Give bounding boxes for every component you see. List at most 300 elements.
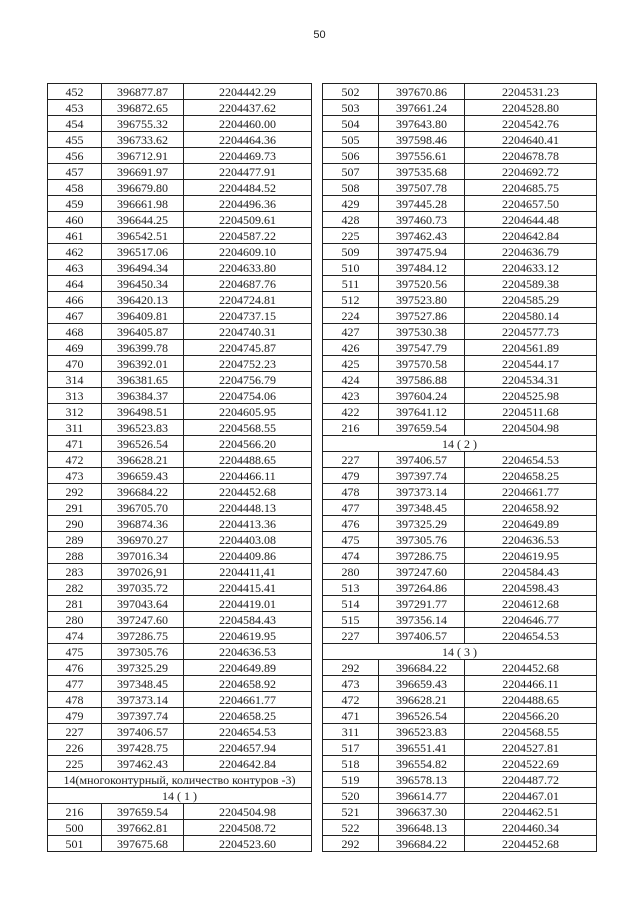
table-row (323, 388, 597, 404)
point-number: 479 (323, 468, 379, 484)
x-coordinate: 397325.29 (102, 660, 184, 676)
x-coordinate: 397406.57 (379, 452, 465, 468)
point-number: 474 (48, 628, 102, 644)
x-coordinate: 397397.74 (102, 708, 184, 724)
x-coordinate: 397247.60 (102, 612, 184, 628)
x-coordinate: 397026,91 (102, 564, 184, 580)
table-row (48, 596, 312, 612)
table-row (48, 484, 312, 500)
table-row (48, 388, 312, 404)
point-number: 505 (323, 132, 379, 148)
y-coordinate: 2204467.01 (465, 788, 597, 804)
table-row (323, 532, 597, 548)
y-coordinate: 2204649.89 (465, 516, 597, 532)
x-coordinate: 397428.75 (102, 740, 184, 756)
point-number: 511 (323, 276, 379, 292)
point-number: 225 (48, 756, 102, 772)
y-coordinate: 2204658.92 (184, 676, 312, 692)
y-coordinate: 2204658.25 (184, 708, 312, 724)
x-coordinate: 396523.83 (102, 420, 184, 436)
y-coordinate: 2204452.68 (465, 660, 597, 676)
y-coordinate: 2204411,41 (184, 564, 312, 580)
x-coordinate: 396733.62 (102, 132, 184, 148)
table-row (48, 692, 312, 708)
table-row (48, 228, 312, 244)
x-coordinate: 397641.12 (379, 404, 465, 420)
point-number: 502 (323, 84, 379, 100)
y-coordinate: 2204636.53 (465, 532, 597, 548)
section-header-row (323, 436, 597, 452)
x-coordinate: 396628.21 (379, 692, 465, 708)
point-number: 506 (323, 148, 379, 164)
y-coordinate: 2204527.81 (465, 740, 597, 756)
y-coordinate: 2204598.43 (465, 580, 597, 596)
point-number: 470 (48, 356, 102, 372)
x-coordinate: 397035.72 (102, 580, 184, 596)
x-coordinate: 397570.58 (379, 356, 465, 372)
point-number: 288 (48, 548, 102, 564)
table-row (48, 820, 312, 836)
y-coordinate: 2204661.77 (465, 484, 597, 500)
y-coordinate: 2204752.23 (184, 356, 312, 372)
point-number: 473 (323, 676, 379, 692)
x-coordinate: 396384.37 (102, 388, 184, 404)
table-row (323, 116, 597, 132)
x-coordinate: 397462.43 (379, 228, 465, 244)
point-number: 478 (48, 692, 102, 708)
y-coordinate: 2204509.61 (184, 212, 312, 228)
y-coordinate: 2204644.48 (465, 212, 597, 228)
table-row (48, 420, 312, 436)
point-number: 423 (323, 388, 379, 404)
y-coordinate: 2204737.15 (184, 308, 312, 324)
x-coordinate: 397662.81 (102, 820, 184, 836)
y-coordinate: 2204636.79 (465, 244, 597, 260)
point-number: 292 (323, 660, 379, 676)
x-coordinate: 397016.34 (102, 548, 184, 564)
section-header-row (48, 788, 312, 804)
y-coordinate: 2204403.08 (184, 532, 312, 548)
x-coordinate: 397675.68 (102, 836, 184, 852)
section-header-row (323, 644, 597, 660)
x-coordinate: 396877.87 (102, 84, 184, 100)
x-coordinate: 397043.64 (102, 596, 184, 612)
table-row (48, 212, 312, 228)
y-coordinate: 2204657.50 (465, 196, 597, 212)
point-number: 475 (48, 644, 102, 660)
x-coordinate: 397348.45 (102, 676, 184, 692)
table-row (323, 452, 597, 468)
point-number: 453 (48, 100, 102, 116)
point-number: 518 (323, 756, 379, 772)
point-number: 476 (48, 660, 102, 676)
y-coordinate: 2204525.98 (465, 388, 597, 404)
y-coordinate: 2204462.51 (465, 804, 597, 820)
point-number: 476 (323, 516, 379, 532)
point-number: 282 (48, 580, 102, 596)
table-row (323, 596, 597, 612)
y-coordinate: 2204568.55 (465, 724, 597, 740)
y-coordinate: 2204724.81 (184, 292, 312, 308)
point-number: 477 (323, 500, 379, 516)
table-row (323, 580, 597, 596)
x-coordinate: 397670.86 (379, 84, 465, 100)
table-row (323, 788, 597, 804)
x-coordinate: 396684.22 (379, 836, 465, 852)
point-number: 503 (323, 100, 379, 116)
y-coordinate: 2204460.00 (184, 116, 312, 132)
table-row (48, 756, 312, 772)
table-row (48, 516, 312, 532)
table-row (48, 644, 312, 660)
table-row (323, 692, 597, 708)
y-coordinate: 2204528.80 (465, 100, 597, 116)
table-row (323, 484, 597, 500)
point-number: 471 (323, 708, 379, 724)
y-coordinate: 2204460.34 (465, 820, 597, 836)
table-row (323, 836, 597, 852)
point-number: 501 (48, 836, 102, 852)
table-row (323, 676, 597, 692)
table-row (323, 212, 597, 228)
table-row (48, 260, 312, 276)
y-coordinate: 2204452.68 (184, 484, 312, 500)
x-coordinate: 397348.45 (379, 500, 465, 516)
table-row (323, 100, 597, 116)
table-row (48, 708, 312, 724)
x-coordinate: 396628.21 (102, 452, 184, 468)
y-coordinate: 2204437.62 (184, 100, 312, 116)
point-number: 290 (48, 516, 102, 532)
point-number: 464 (48, 276, 102, 292)
y-coordinate: 2204452.68 (465, 836, 597, 852)
x-coordinate: 397247.60 (379, 564, 465, 580)
x-coordinate: 397604.24 (379, 388, 465, 404)
y-coordinate: 2204469.73 (184, 148, 312, 164)
y-coordinate: 2204619.95 (184, 628, 312, 644)
y-coordinate: 2204589.38 (465, 276, 597, 292)
x-coordinate: 397556.61 (379, 148, 465, 164)
x-coordinate: 396644.25 (102, 212, 184, 228)
table-row (48, 340, 312, 356)
point-number: 474 (323, 548, 379, 564)
x-coordinate: 397325.29 (379, 516, 465, 532)
y-coordinate: 2204754.06 (184, 388, 312, 404)
y-coordinate: 2204640.41 (465, 132, 597, 148)
y-coordinate: 2204642.84 (184, 756, 312, 772)
y-coordinate: 2204466.11 (184, 468, 312, 484)
point-number: 454 (48, 116, 102, 132)
table-row (48, 724, 312, 740)
point-number: 471 (48, 436, 102, 452)
table-row (323, 292, 597, 308)
y-coordinate: 2204415.41 (184, 580, 312, 596)
x-coordinate: 396648.13 (379, 820, 465, 836)
table-row (323, 500, 597, 516)
x-coordinate: 397356.14 (379, 612, 465, 628)
y-coordinate: 2204466.11 (465, 676, 597, 692)
point-number: 311 (323, 724, 379, 740)
x-coordinate: 397547.79 (379, 340, 465, 356)
point-number: 312 (48, 404, 102, 420)
y-coordinate: 2204484.52 (184, 180, 312, 196)
x-coordinate: 397397.74 (379, 468, 465, 484)
y-coordinate: 2204409.86 (184, 548, 312, 564)
x-coordinate: 397523.80 (379, 292, 465, 308)
y-coordinate: 2204605.95 (184, 404, 312, 420)
table-row (323, 308, 597, 324)
table-row (48, 404, 312, 420)
x-coordinate: 396614.77 (379, 788, 465, 804)
table-row (48, 148, 312, 164)
point-number: 456 (48, 148, 102, 164)
y-coordinate: 2204658.92 (465, 500, 597, 516)
section-header: 14 ( 3 ) (323, 644, 597, 660)
point-number: 522 (323, 820, 379, 836)
point-number: 477 (48, 676, 102, 692)
x-coordinate: 396659.43 (379, 676, 465, 692)
table-row (48, 580, 312, 596)
table-row (323, 276, 597, 292)
x-coordinate: 397535.68 (379, 164, 465, 180)
point-number: 472 (323, 692, 379, 708)
x-coordinate: 397507.78 (379, 180, 465, 196)
table-row (48, 452, 312, 468)
table-row (323, 340, 597, 356)
section-header: 14(многоконтурный, количество контуров -3) (48, 772, 312, 788)
table-row (323, 660, 597, 676)
point-number: 519 (323, 772, 379, 788)
x-coordinate: 396578.13 (379, 772, 465, 788)
y-coordinate: 2204745.87 (184, 340, 312, 356)
y-coordinate: 2204442.29 (184, 84, 312, 100)
section-header: 14 ( 2 ) (323, 436, 597, 452)
x-coordinate: 396659.43 (102, 468, 184, 484)
page-number: 50 (313, 29, 326, 41)
x-coordinate: 397598.46 (379, 132, 465, 148)
point-number: 422 (323, 404, 379, 420)
x-coordinate: 396420.13 (102, 292, 184, 308)
y-coordinate: 2204740.31 (184, 324, 312, 340)
x-coordinate: 397661.24 (379, 100, 465, 116)
y-coordinate: 2204534.31 (465, 372, 597, 388)
table-row (48, 740, 312, 756)
table-row (48, 324, 312, 340)
table-row (48, 180, 312, 196)
x-coordinate: 397305.76 (379, 532, 465, 548)
table-row (323, 196, 597, 212)
table-row (48, 196, 312, 212)
point-number: 227 (323, 628, 379, 644)
x-coordinate: 396637.30 (379, 804, 465, 820)
table-row (323, 772, 597, 788)
point-number: 227 (323, 452, 379, 468)
x-coordinate: 397530.38 (379, 324, 465, 340)
y-coordinate: 2204508.72 (184, 820, 312, 836)
table-row (48, 132, 312, 148)
point-number: 428 (323, 212, 379, 228)
table-row (323, 740, 597, 756)
point-number: 281 (48, 596, 102, 612)
x-coordinate: 396679.80 (102, 180, 184, 196)
x-coordinate: 396517.06 (102, 244, 184, 260)
y-coordinate: 2204654.53 (465, 628, 597, 644)
table-row (48, 356, 312, 372)
table-row (323, 404, 597, 420)
x-coordinate: 396409.81 (102, 308, 184, 324)
y-coordinate: 2204542.76 (465, 116, 597, 132)
y-coordinate: 2204580.14 (465, 308, 597, 324)
table-row (48, 84, 312, 100)
y-coordinate: 2204612.68 (465, 596, 597, 612)
x-coordinate: 396526.54 (102, 436, 184, 452)
x-coordinate: 396498.51 (102, 404, 184, 420)
y-coordinate: 2204504.98 (184, 804, 312, 820)
table-row (48, 660, 312, 676)
y-coordinate: 2204522.69 (465, 756, 597, 772)
y-coordinate: 2204419.01 (184, 596, 312, 612)
section-header-row (48, 772, 312, 788)
table-row (48, 164, 312, 180)
table-row (323, 260, 597, 276)
y-coordinate: 2204531.23 (465, 84, 597, 100)
point-number: 292 (48, 484, 102, 500)
point-number: 475 (323, 532, 379, 548)
x-coordinate: 397520.56 (379, 276, 465, 292)
point-number: 510 (323, 260, 379, 276)
x-coordinate: 396381.65 (102, 372, 184, 388)
y-coordinate: 2204642.84 (465, 228, 597, 244)
x-coordinate: 396684.22 (379, 660, 465, 676)
x-coordinate: 397586.88 (379, 372, 465, 388)
point-number: 515 (323, 612, 379, 628)
x-coordinate: 396392.01 (102, 356, 184, 372)
table-row (323, 324, 597, 340)
point-number: 468 (48, 324, 102, 340)
y-coordinate: 2204685.75 (465, 180, 597, 196)
table-row (48, 548, 312, 564)
point-number: 225 (323, 228, 379, 244)
y-coordinate: 2204609.10 (184, 244, 312, 260)
y-coordinate: 2204692.72 (465, 164, 597, 180)
table-row (323, 564, 597, 580)
y-coordinate: 2204511.68 (465, 404, 597, 420)
table-row (323, 164, 597, 180)
table-row (323, 516, 597, 532)
coordinates-table-left (47, 83, 312, 852)
point-number: 224 (323, 308, 379, 324)
x-coordinate: 396494.34 (102, 260, 184, 276)
table-row (323, 548, 597, 564)
point-number: 452 (48, 84, 102, 100)
point-number: 466 (48, 292, 102, 308)
x-coordinate: 397445.28 (379, 196, 465, 212)
table-row (323, 356, 597, 372)
x-coordinate: 397373.14 (379, 484, 465, 500)
y-coordinate: 2204448.13 (184, 500, 312, 516)
y-coordinate: 2204561.89 (465, 340, 597, 356)
point-number: 478 (323, 484, 379, 500)
x-coordinate: 396872.65 (102, 100, 184, 116)
point-number: 512 (323, 292, 379, 308)
x-coordinate: 396755.32 (102, 116, 184, 132)
y-coordinate: 2204654.53 (465, 452, 597, 468)
point-number: 427 (323, 324, 379, 340)
table-row (323, 228, 597, 244)
point-number: 461 (48, 228, 102, 244)
table-row (48, 116, 312, 132)
y-coordinate: 2204487.72 (465, 772, 597, 788)
x-coordinate: 397286.75 (102, 628, 184, 644)
point-number: 507 (323, 164, 379, 180)
table-row (48, 804, 312, 820)
point-number: 292 (323, 836, 379, 852)
point-number: 311 (48, 420, 102, 436)
table-row (48, 100, 312, 116)
x-coordinate: 397406.57 (102, 724, 184, 740)
point-number: 314 (48, 372, 102, 388)
x-coordinate: 397291.77 (379, 596, 465, 612)
x-coordinate: 397659.54 (379, 420, 465, 436)
point-number: 291 (48, 500, 102, 516)
point-number: 462 (48, 244, 102, 260)
table-row (323, 468, 597, 484)
coordinates-table-right (322, 83, 597, 852)
point-number: 473 (48, 468, 102, 484)
table-row (48, 244, 312, 260)
x-coordinate: 397475.94 (379, 244, 465, 260)
table-row (323, 84, 597, 100)
x-coordinate: 396551.41 (379, 740, 465, 756)
table-row (323, 244, 597, 260)
point-number: 426 (323, 340, 379, 356)
x-coordinate: 397460.73 (379, 212, 465, 228)
point-number: 459 (48, 196, 102, 212)
table-row (323, 132, 597, 148)
point-number: 283 (48, 564, 102, 580)
point-number: 517 (323, 740, 379, 756)
x-coordinate: 396691.97 (102, 164, 184, 180)
x-coordinate: 396661.98 (102, 196, 184, 212)
x-coordinate: 397643.80 (379, 116, 465, 132)
y-coordinate: 2204687.76 (184, 276, 312, 292)
y-coordinate: 2204566.20 (184, 436, 312, 452)
x-coordinate: 396450.34 (102, 276, 184, 292)
x-coordinate: 397286.75 (379, 548, 465, 564)
y-coordinate: 2204657.94 (184, 740, 312, 756)
y-coordinate: 2204413.36 (184, 516, 312, 532)
table-row (323, 372, 597, 388)
section-header: 14 ( 1 ) (48, 788, 312, 804)
table-row (323, 420, 597, 436)
y-coordinate: 2204496.36 (184, 196, 312, 212)
point-number: 460 (48, 212, 102, 228)
point-number: 216 (323, 420, 379, 436)
y-coordinate: 2204636.53 (184, 644, 312, 660)
y-coordinate: 2204646.77 (465, 612, 597, 628)
point-number: 313 (48, 388, 102, 404)
x-coordinate: 397462.43 (102, 756, 184, 772)
point-number: 458 (48, 180, 102, 196)
y-coordinate: 2204488.65 (184, 452, 312, 468)
table-row (48, 676, 312, 692)
point-number: 521 (323, 804, 379, 820)
table-row (48, 612, 312, 628)
point-number: 500 (48, 820, 102, 836)
table-row (323, 628, 597, 644)
x-coordinate: 397406.57 (379, 628, 465, 644)
table-row (48, 292, 312, 308)
